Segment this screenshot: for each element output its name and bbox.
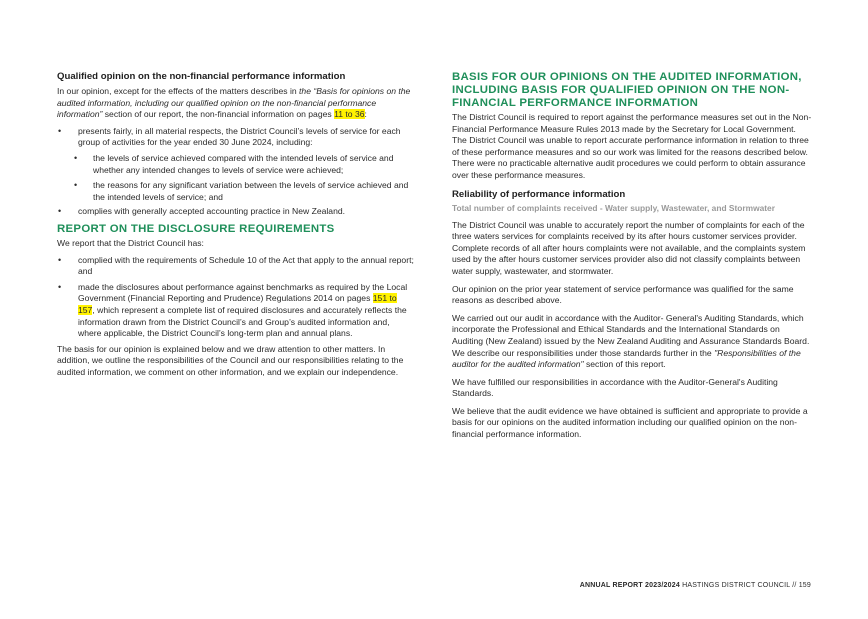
complaints-subheading: Total number of complaints received - Water supply, Wastewater, and Stormwater [452,202,775,213]
prior-year-paragraph: Our opinion on the prior year statement of service performance was qualified for the same reasons as described above. [452,283,794,306]
page-footer [580,582,811,589]
levels-of-service-sublist [57,153,415,203]
audit-evidence-paragraph: We believe that the audit evidence we have obtained is sufficient and appropriate to provide a basis for our opinions on the audited information including our qualified opinion on the non-financial performance information. [452,405,808,440]
standards-text-b: section of this report. [583,359,666,370]
list-item [57,126,415,149]
disclosure-intro: We report that the District Council has: [57,237,204,248]
list-item-text: presents fairly, in all material respects, the District Council’s levels of service for each group of activities for the year ended 30 June 2024, including: [78,125,401,148]
basis-explanation-paragraph: The basis for our opinion is explained below and we draw attention to other matters. In addition, we outline the responsibilities of the Council and our responsibilities relating to the audited information, we comment on other information, and we explain our independence. [57,343,404,377]
compliance-list [57,206,415,218]
disclosure-requirements-heading: REPORT ON THE DISCLOSURE REQUIREMENTS [57,222,335,235]
list-item-text: the reasons for any significant variation between the levels of service achieved and the intended levels of service; and [93,180,409,202]
complaints-paragraph: The District Council was unable to accurately report the number of complaints for each of the three waters services for complaints received by its after hours customer services provider. Complete records of all after hours complaints were not available, and the complaints system used by the after hours customer services provider also did not classify complaints between water supply, wastewater, and stormwater. [452,219,806,276]
qual-text-c: : [364,109,367,120]
list-item-text: the levels of service achieved compared with the intended levels of service and whether any intended changes to levels of service were achieved; [93,152,394,175]
list-item-text: complies with generally accepted accounting practice in New Zealand. [78,206,346,217]
qualified-opinion-list [57,126,415,149]
left-column [57,71,415,378]
list-item-text: complied with the requirements of Schedule 10 of the Act that apply to the annual report; and [78,254,414,277]
page-reference-highlight: 11 to 36 [334,109,365,120]
list-item [57,153,415,176]
footer-council-page: HASTINGS DISTRICT COUNCIL // 159 [679,582,811,589]
list-item-text: , which represent a complete list of required disclosures and accurately reflects the information drawn from the District Council’s and Group’s audited information and, where applicable, the District Council’s long-term plan and annual plans. [78,304,407,339]
qualified-opinion-heading: Qualified opinion on the non-financial performance information [57,71,346,82]
list-item-text: made the disclosures about performance against benchmarks as required by the Local Government (Financial Reporting and Prudence) Regulations 2014 on pages [78,281,408,304]
qual-text-a: In our opinion, except for the effects of the matters describes in [57,86,300,96]
basis-paragraph: The District Council is required to report against the performance measures set out in the Non- Financial Performance Measure Rules 2013 made by the Secretary for Local Government. The District Council was unable to report accurate performance information in relation to three of these performance measures and so our work was limited for the reasons described below. There were no practicable alternative audit procedures we could perform to obtain assurance over these performance measures. [452,112,812,180]
basis-for-opinions-heading: BASIS FOR OUR OPINIONS ON THE AUDITED INFORMATION, INCLUDING BASIS FOR QUALIFIED OPINION ON THE NON-FINANCIAL PERFORMANCE INFORMATION [452,71,802,109]
standards-text-a: We carried out our audit in accordance with the Auditor- General's Auditing Standards, which incorporate the Professional and Ethical Standards and the International Standards on Auditing (New Zealand) issued by the New Zealand Auditing and Assurance Standards Board. We describe our responsibilities under those standards further in the [452,312,810,358]
footer-report-title: ANNUAL REPORT 2023/2024 [579,582,680,589]
qual-text-b: section of our report, the non-financial information on pages [102,109,335,120]
right-column [452,71,812,441]
list-item [57,255,415,278]
reliability-heading: Reliability of performance information [452,188,626,200]
list-item [57,180,415,203]
qual-text-emphasis: the “Basis for opinions on the audited information, including our qualified opinion on the non-financial performance information” [57,86,411,120]
page-reference-highlight: 151 to 157 [78,293,397,315]
list-item [57,282,415,340]
standards-text-emphasis: "Responsibilities of the auditor for the audited information" [452,347,801,370]
responsibilities-paragraph: We have fulfilled our responsibilities in accordance with the Auditor-General's Auditing Standards. [452,376,778,399]
qualified-opinion-paragraph [57,86,415,121]
disclosure-list [57,255,415,340]
auditing-standards-paragraph [452,313,812,371]
list-item [57,206,415,218]
